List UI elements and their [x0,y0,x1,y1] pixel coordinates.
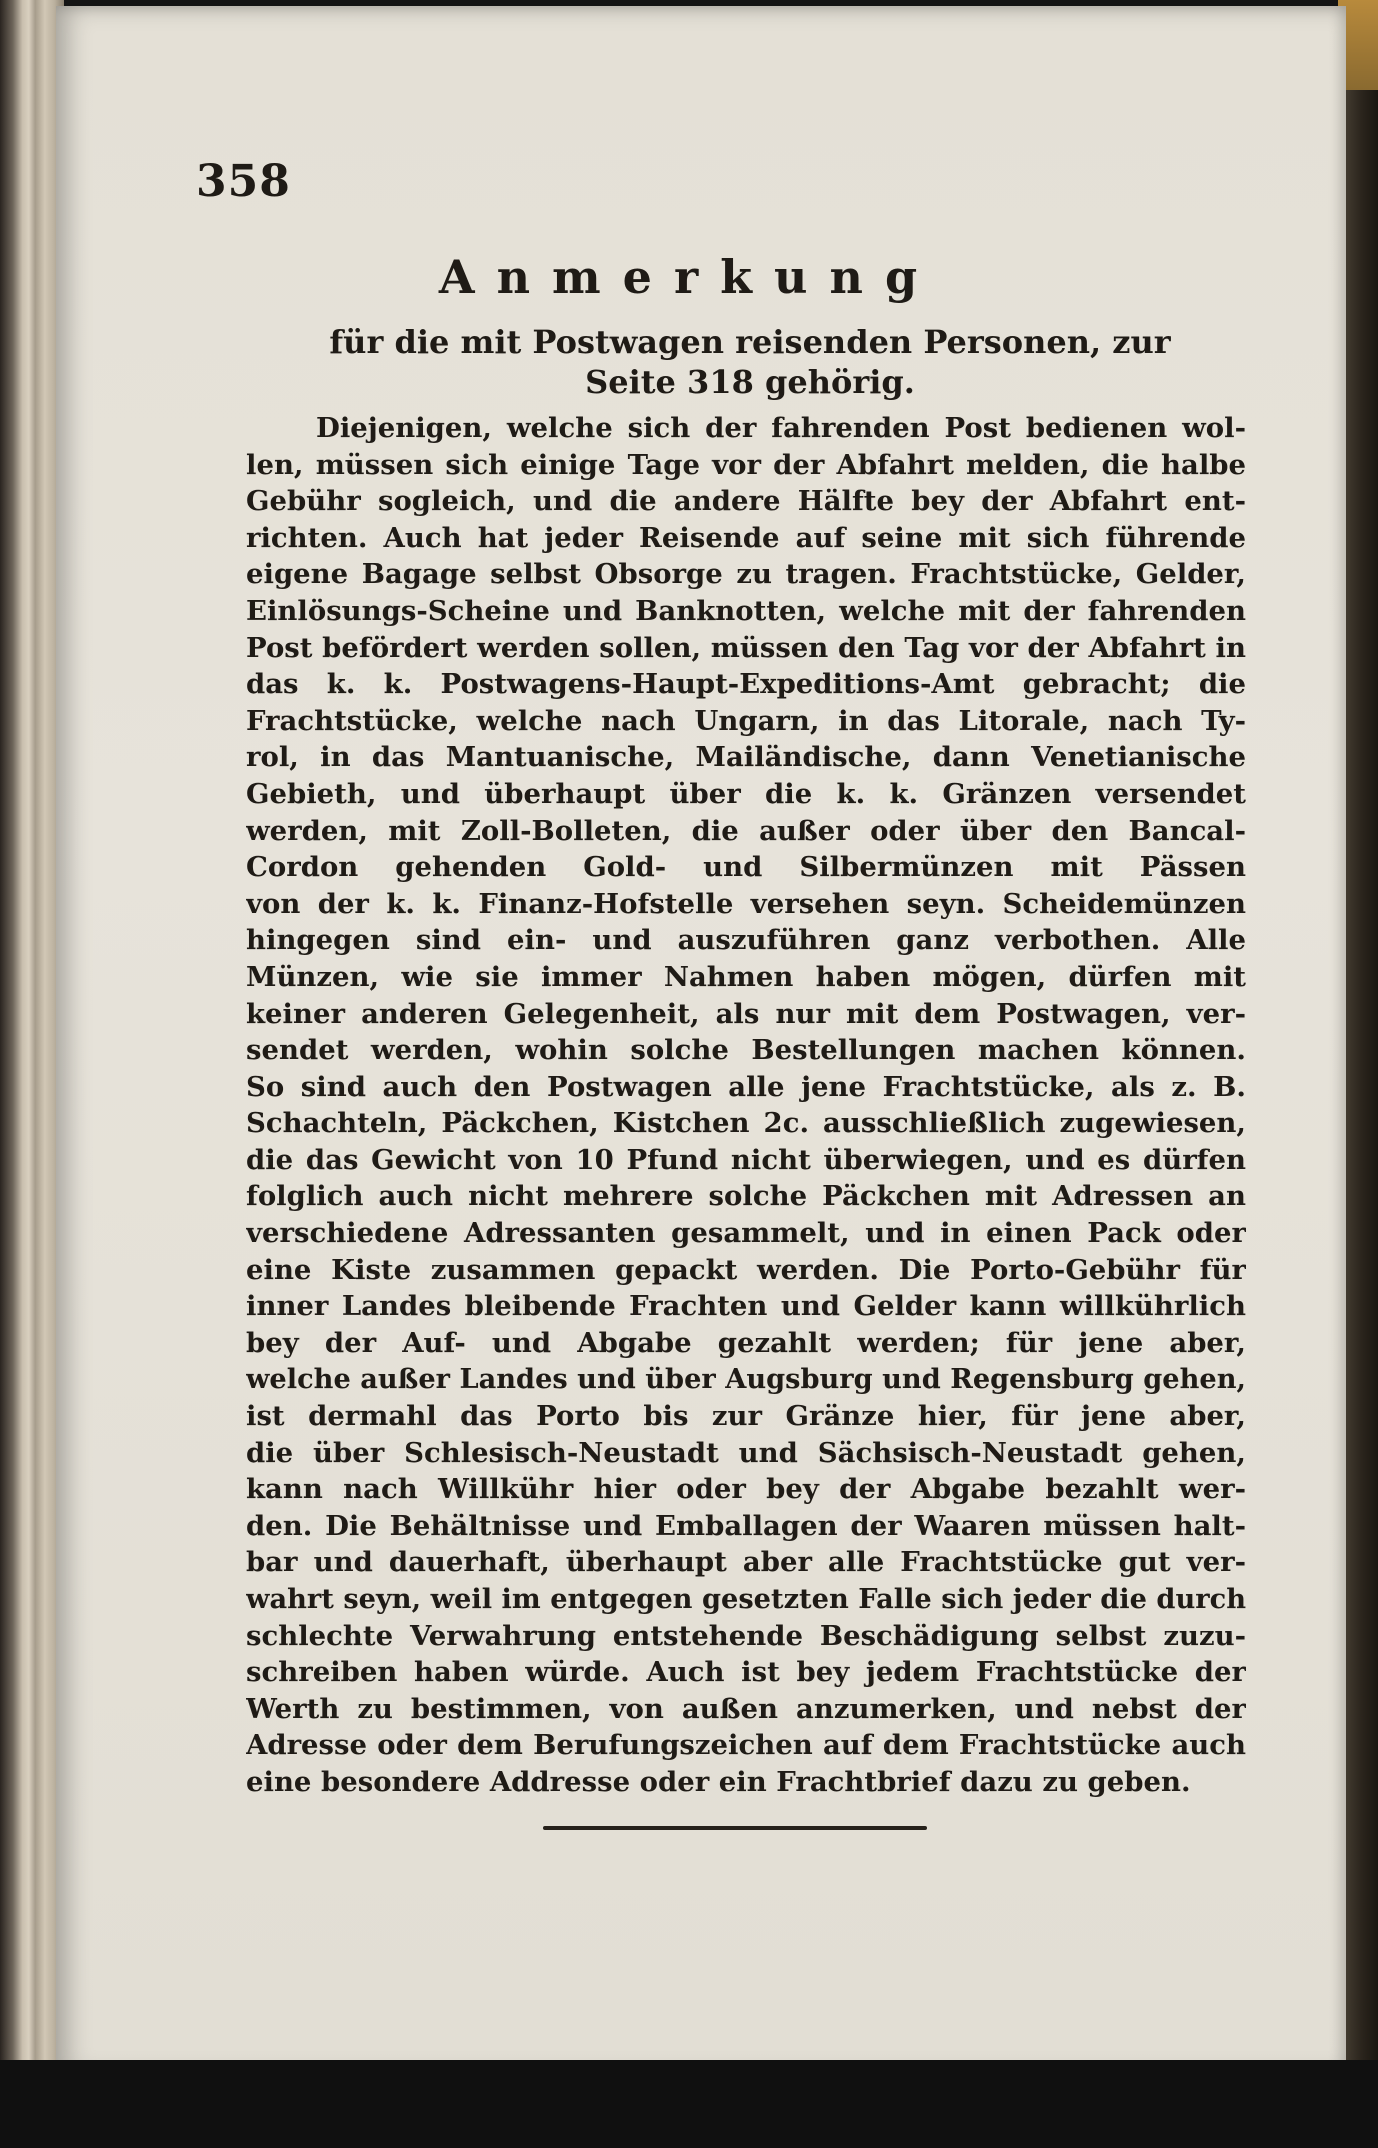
text-line: eine besondere Addresse oder ein Frachtbrief dazu zu geben. [246,1765,1191,1798]
horizontal-rule [543,1826,927,1830]
bottom-shadow [0,2060,1378,2148]
text-line: bar und dauerhaft, überhaupt aber alle Frachtstücke gut ver- [246,1546,1246,1579]
text-line: Schachteln, Päckchen, Kistchen 2c. ausschließlich zugewiesen, [246,1107,1246,1140]
book-page-edges [0,0,64,2148]
text-line: richten. Auch hat jeder Reisende auf seine mit sich führende [246,521,1246,554]
text-line: welche außer Landes und über Augsburg und Regensburg gehen, [246,1363,1246,1396]
text-line: bey der Auf- und Abgabe gezahlt werden; für jene aber, [246,1326,1246,1359]
text-line: Diejenigen, welche sich der fahrenden Post bedienen wol- [316,412,1246,444]
text-line: die das Gewicht von 10 Pfund nicht überwiegen, und es dürfen [246,1143,1246,1176]
body-text [246,410,1246,1801]
text-line: Gebieth, und überhaupt über die k. k. Gränzen versendet [246,777,1246,810]
text-line: schreiben haben würde. Auch ist bey jedem Frachtstücke der [246,1656,1246,1689]
text-line: werden, mit Zoll-Bolleten, die außer oder über den Bancal- [246,814,1246,847]
text-line: von der k. k. Finanz-Hofstelle versehen seyn. Scheidemünzen [246,887,1246,920]
text-line: die über Schlesisch-Neustadt und Sächsisch-Neustadt gehen, [246,1436,1246,1469]
text-line: hingegen sind ein- und auszuführen ganz verbothen. Alle [246,924,1246,957]
text-line: sendet werden, wohin solche Bestellungen machen können. [246,1034,1246,1067]
text-line: den. Die Behältnisse und Emballagen der Waaren müssen halt- [246,1509,1246,1542]
text-line: Post befördert werden sollen, müssen den Tag vor der Abfahrt in [246,631,1246,664]
text-line: rol, in das Mantuanische, Mailändische, dann Venetianische [246,741,1246,774]
text-line: eigene Bagage selbst Obsorge zu tragen. Frachtstücke, Gelder, [246,558,1246,591]
text-line: wahrt seyn, weil im entgegen gesetzten Falle sich jeder die durch [246,1583,1246,1615]
text-line: ist dermahl das Porto bis zur Gränze hier, für jene aber, [246,1400,1246,1433]
section-subtitle: für die mit Postwagen reisenden Personen, zur Seite 318 gehörig. [329,323,1171,401]
text-line: inner Landes bleibende Frachten und Gelder kann willkührlich [246,1290,1246,1323]
text-line: verschiedene Adressanten gesammelt, und in einen Pack oder [246,1217,1246,1250]
text-line: Münzen, wie sie immer Nahmen haben mögen, dürfen mit [246,960,1246,993]
text-line: kann nach Willkühr hier oder bey der Abgabe bezahlt wer- [246,1473,1246,1506]
text-line: Einlösungs-Scheine und Banknotten, welche mit der fahrenden [246,594,1246,627]
text-line: eine Kiste zusammen gepackt werden. Die Porto-Gebühr für [246,1253,1246,1286]
text-line: Adresse oder dem Berufungszeichen auf dem Frachtstücke auch [246,1729,1246,1762]
text-line: len, müssen sich einige Tage vor der Abfahrt melden, die halbe [246,448,1246,481]
text-line: das k. k. Postwagens-Haupt-Expeditions-Amt gebracht; die [246,668,1246,701]
text-line: Gebühr sogleich, und die andere Hälfte bey der Abfahrt ent- [246,485,1246,518]
text-line: So sind auch den Postwagen alle jene Frachtstücke, als z. B. [246,1070,1246,1103]
text-line: Frachtstücke, welche nach Ungarn, in das Litorale, nach Ty- [246,704,1246,737]
section-title: Anmerkung [438,250,940,304]
text-line: folglich auch nicht mehrere solche Päckchen mit Adressen an [246,1180,1246,1213]
page-number: 358 [196,156,291,207]
text-line: schlechte Verwahrung entstehende Beschädigung selbst zuzu- [246,1619,1246,1652]
text-line: keiner anderen Gelegenheit, als nur mit dem Postwagen, ver- [246,997,1246,1030]
text-line: Cordon gehenden Gold- und Silbermünzen mit Pässen [246,851,1246,884]
text-line: Werth zu bestimmen, von außen anzumerken, und nebst der [246,1692,1246,1725]
